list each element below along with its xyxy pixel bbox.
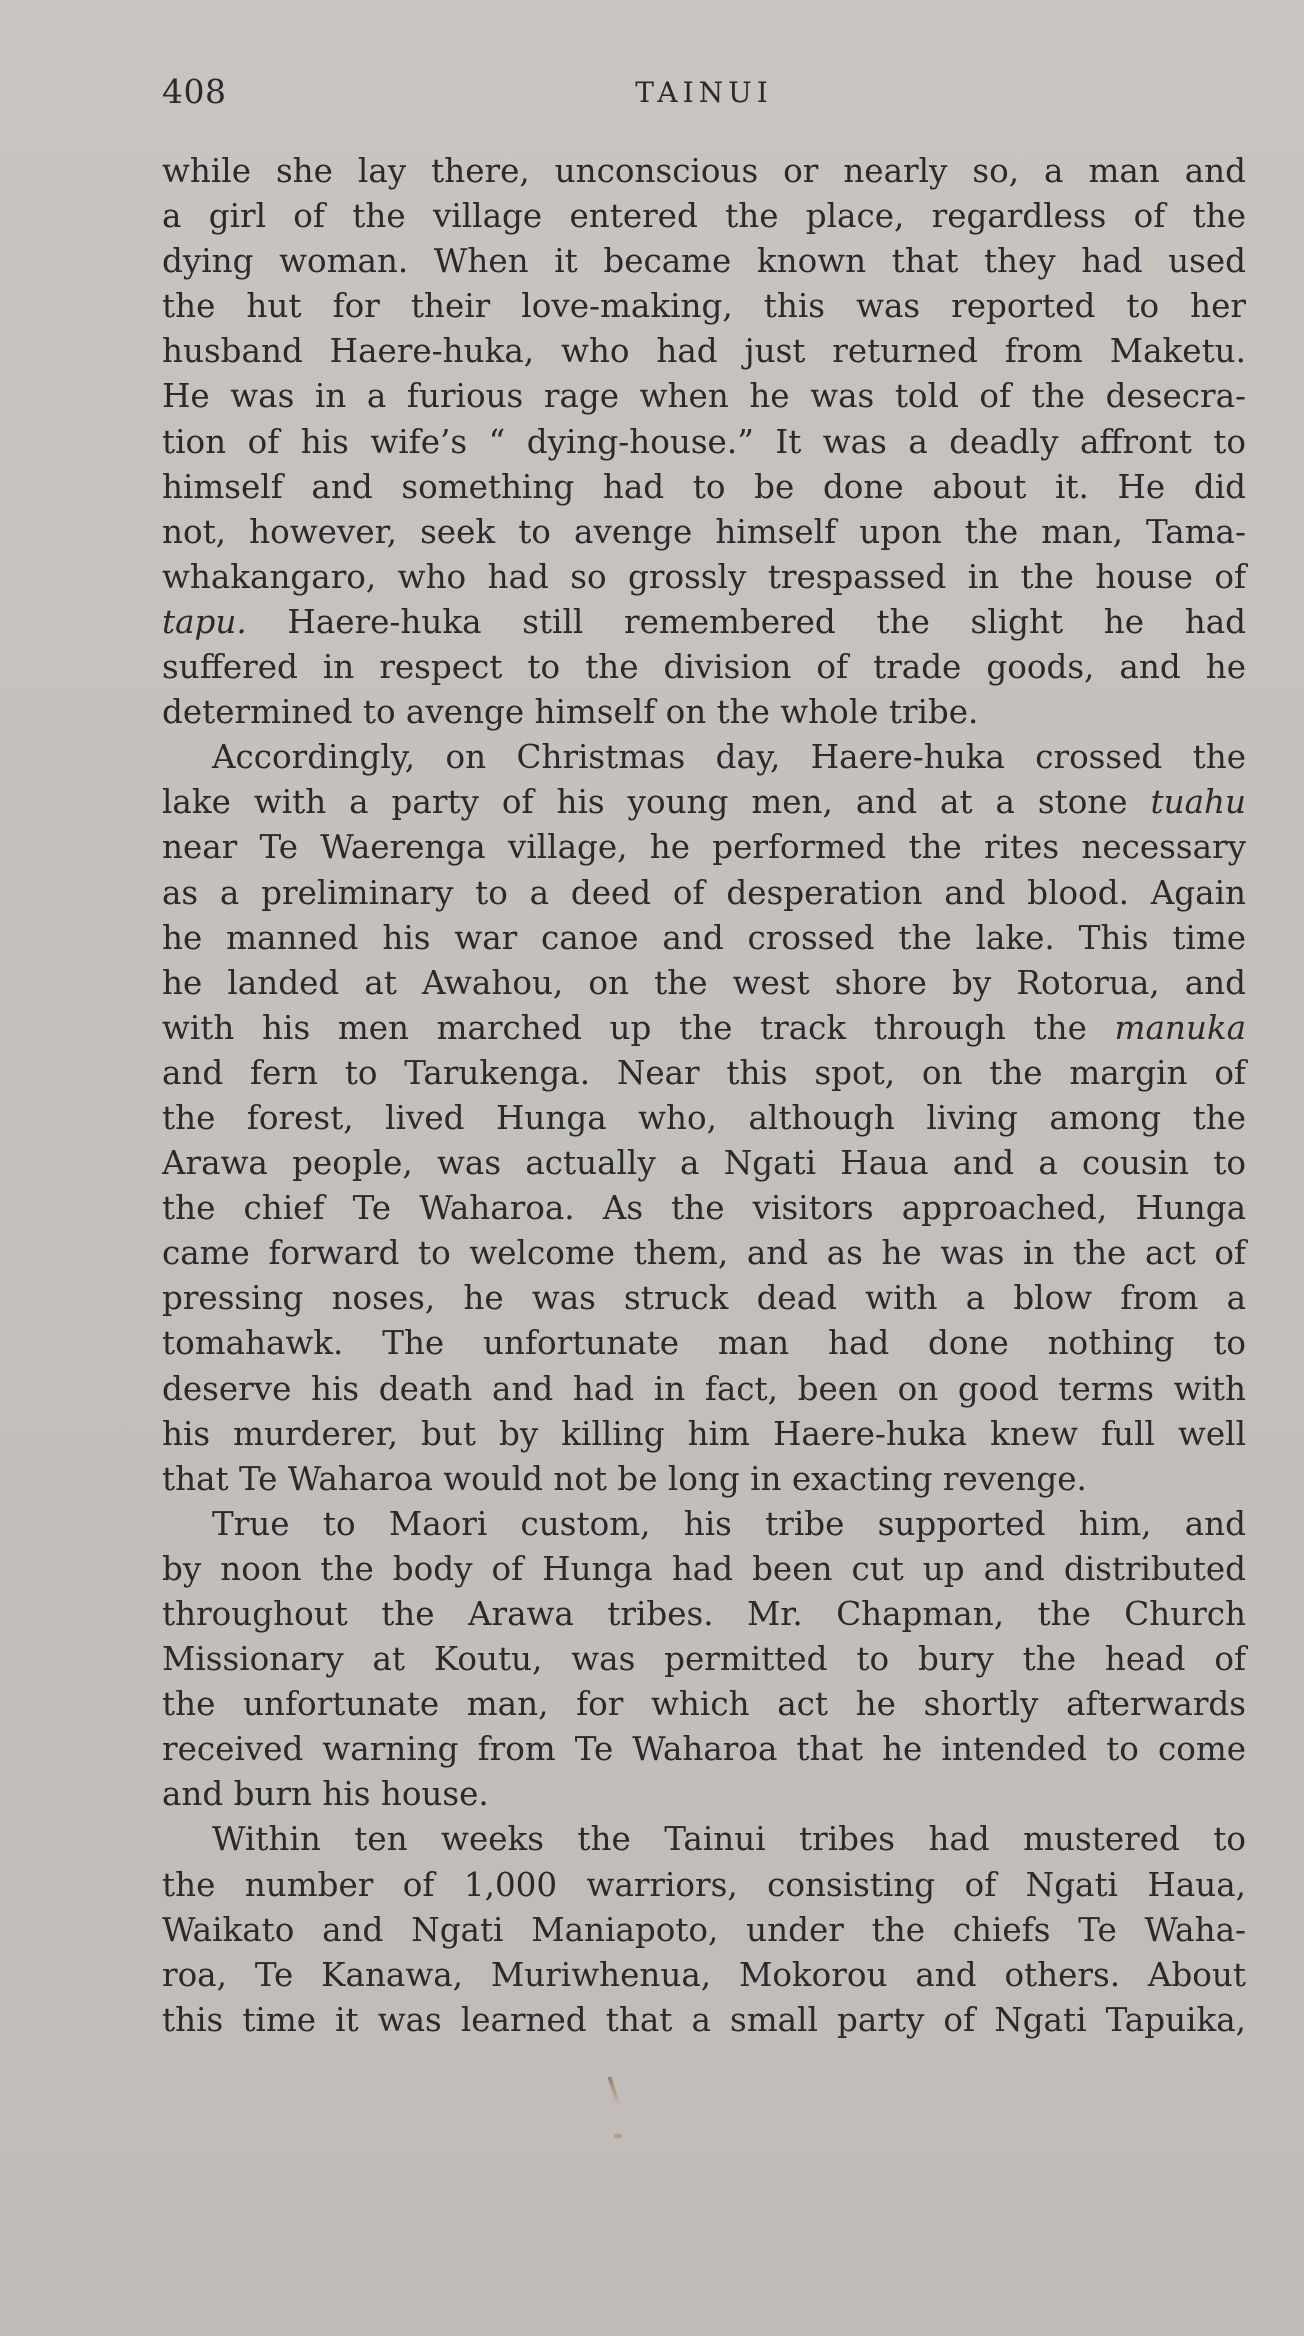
text-line: the hut for their love-making, this was reported to her: [162, 287, 1246, 326]
text-line: came forward to welcome them, and as he was in the act of: [162, 1234, 1246, 1273]
text-line: dying woman. When it became known that they had used: [162, 242, 1246, 281]
text-line: throughout the Arawa tribes. Mr. Chapman, the Church: [162, 1595, 1246, 1633]
text-line: determined to avenge himself on the whole tribe.: [162, 693, 979, 732]
page-header: [162, 72, 1246, 112]
body-text: [162, 149, 1246, 2043]
text-line: a girl of the village entered the place, regardless of the: [162, 197, 1246, 236]
text-run: Haere-huka still remembered the slight he had: [246, 602, 1246, 641]
text-line: received warning from Te Waharoa that he intended to come: [162, 1730, 1246, 1769]
paragraph: [162, 149, 1246, 735]
text-line: the number of 1,000 warriors, consisting of Ngati Haua,: [162, 1865, 1246, 1904]
text-line: [162, 1006, 1246, 1051]
text-line: Accordingly, on Christmas day, Haere-huka crossed the: [212, 738, 1246, 777]
text-line: by noon the body of Hunga had been cut up and distributed: [162, 1549, 1246, 1588]
text-line: deserve his death and had in fact, been on good terms with: [162, 1369, 1246, 1408]
text-line: his murderer, but by killing him Haere-huka knew full well: [162, 1414, 1246, 1453]
ink-smudge: [607, 2076, 620, 2106]
text-line: pressing noses, he was struck dead with a blow from a: [162, 1279, 1246, 1318]
text-line: [162, 780, 1246, 825]
text-line: near Te Waerenga village, he performed the rites necessary: [162, 828, 1246, 867]
text-line: tion of his wife’s “ dying-house.” It was a deadly affront to: [162, 422, 1246, 461]
text-line: this time it was learned that a small party of Ngati Tapuika,: [162, 2000, 1246, 2039]
text-line: he landed at Awahou, on the west shore by Rotorua, and: [162, 963, 1246, 1002]
text-line: Missionary at Koutu, was permitted to bury the head of: [162, 1640, 1246, 1679]
ink-speck: [614, 2134, 622, 2138]
text-line: roa, Te Kanawa, Muriwhenua, Mokorou and others. About: [162, 1955, 1246, 1994]
text-line: not, however, seek to avenge himself upon the man, Tama-: [162, 512, 1246, 551]
text-line: that Te Waharoa would not be long in exacting revenge.: [162, 1459, 1087, 1498]
text-line: he manned his war canoe and crossed the lake. This time: [162, 918, 1246, 957]
text-line: himself and something had to be done about it. He did: [162, 467, 1246, 506]
paragraph: [162, 1817, 1246, 2042]
text-line: Waikato and Ngati Maniapoto, under the chiefs Te Waha-: [162, 1910, 1246, 1949]
italic-term: manuka: [1114, 1008, 1246, 1047]
text-line: the unfortunate man, for which act he shortly afterwards: [162, 1685, 1246, 1724]
text-line: and burn his house.: [162, 1775, 489, 1814]
paragraph: [162, 735, 1246, 1502]
text-run: with his men marched up the track through the: [162, 1008, 1115, 1047]
text-line: and fern to Tarukenga. Near this spot, on the margin of: [162, 1053, 1246, 1092]
text-line: tomahawk. The unfortunate man had done nothing to: [162, 1324, 1246, 1363]
page-number: 408: [162, 72, 227, 111]
text-line: He was in a furious rage when he was told of the desecra-: [162, 377, 1246, 416]
text-line: [162, 600, 1246, 645]
text-line: Within ten weeks the Tainui tribes had mustered to: [212, 1820, 1246, 1859]
text-line: Arawa people, was actually a Ngati Haua and a cousin to: [162, 1144, 1246, 1183]
italic-term: tapu.: [162, 602, 247, 641]
text-line: whakangaro, who had so grossly trespassed in the house of: [162, 557, 1246, 596]
text-line: True to Maori custom, his tribe supported him, and: [212, 1504, 1246, 1543]
running-head: TAINUI: [635, 76, 773, 109]
text-line: while she lay there, unconscious or nearly so, a man and: [162, 152, 1246, 190]
text-line: suffered in respect to the division of trade goods, and he: [162, 648, 1246, 687]
text-line: the chief Te Waharoa. As the visitors approached, Hunga: [162, 1189, 1246, 1228]
text-line: the forest, lived Hunga who, although living among the: [162, 1098, 1246, 1137]
text-line: as a preliminary to a deed of desperation and blood. Again: [162, 873, 1246, 912]
italic-term: tuahu: [1150, 783, 1246, 822]
text-line: husband Haere-huka, who had just returned from Maketu.: [162, 332, 1246, 371]
text-run: lake with a party of his young men, and at a stone: [162, 783, 1151, 822]
paragraph: [162, 1502, 1246, 1818]
